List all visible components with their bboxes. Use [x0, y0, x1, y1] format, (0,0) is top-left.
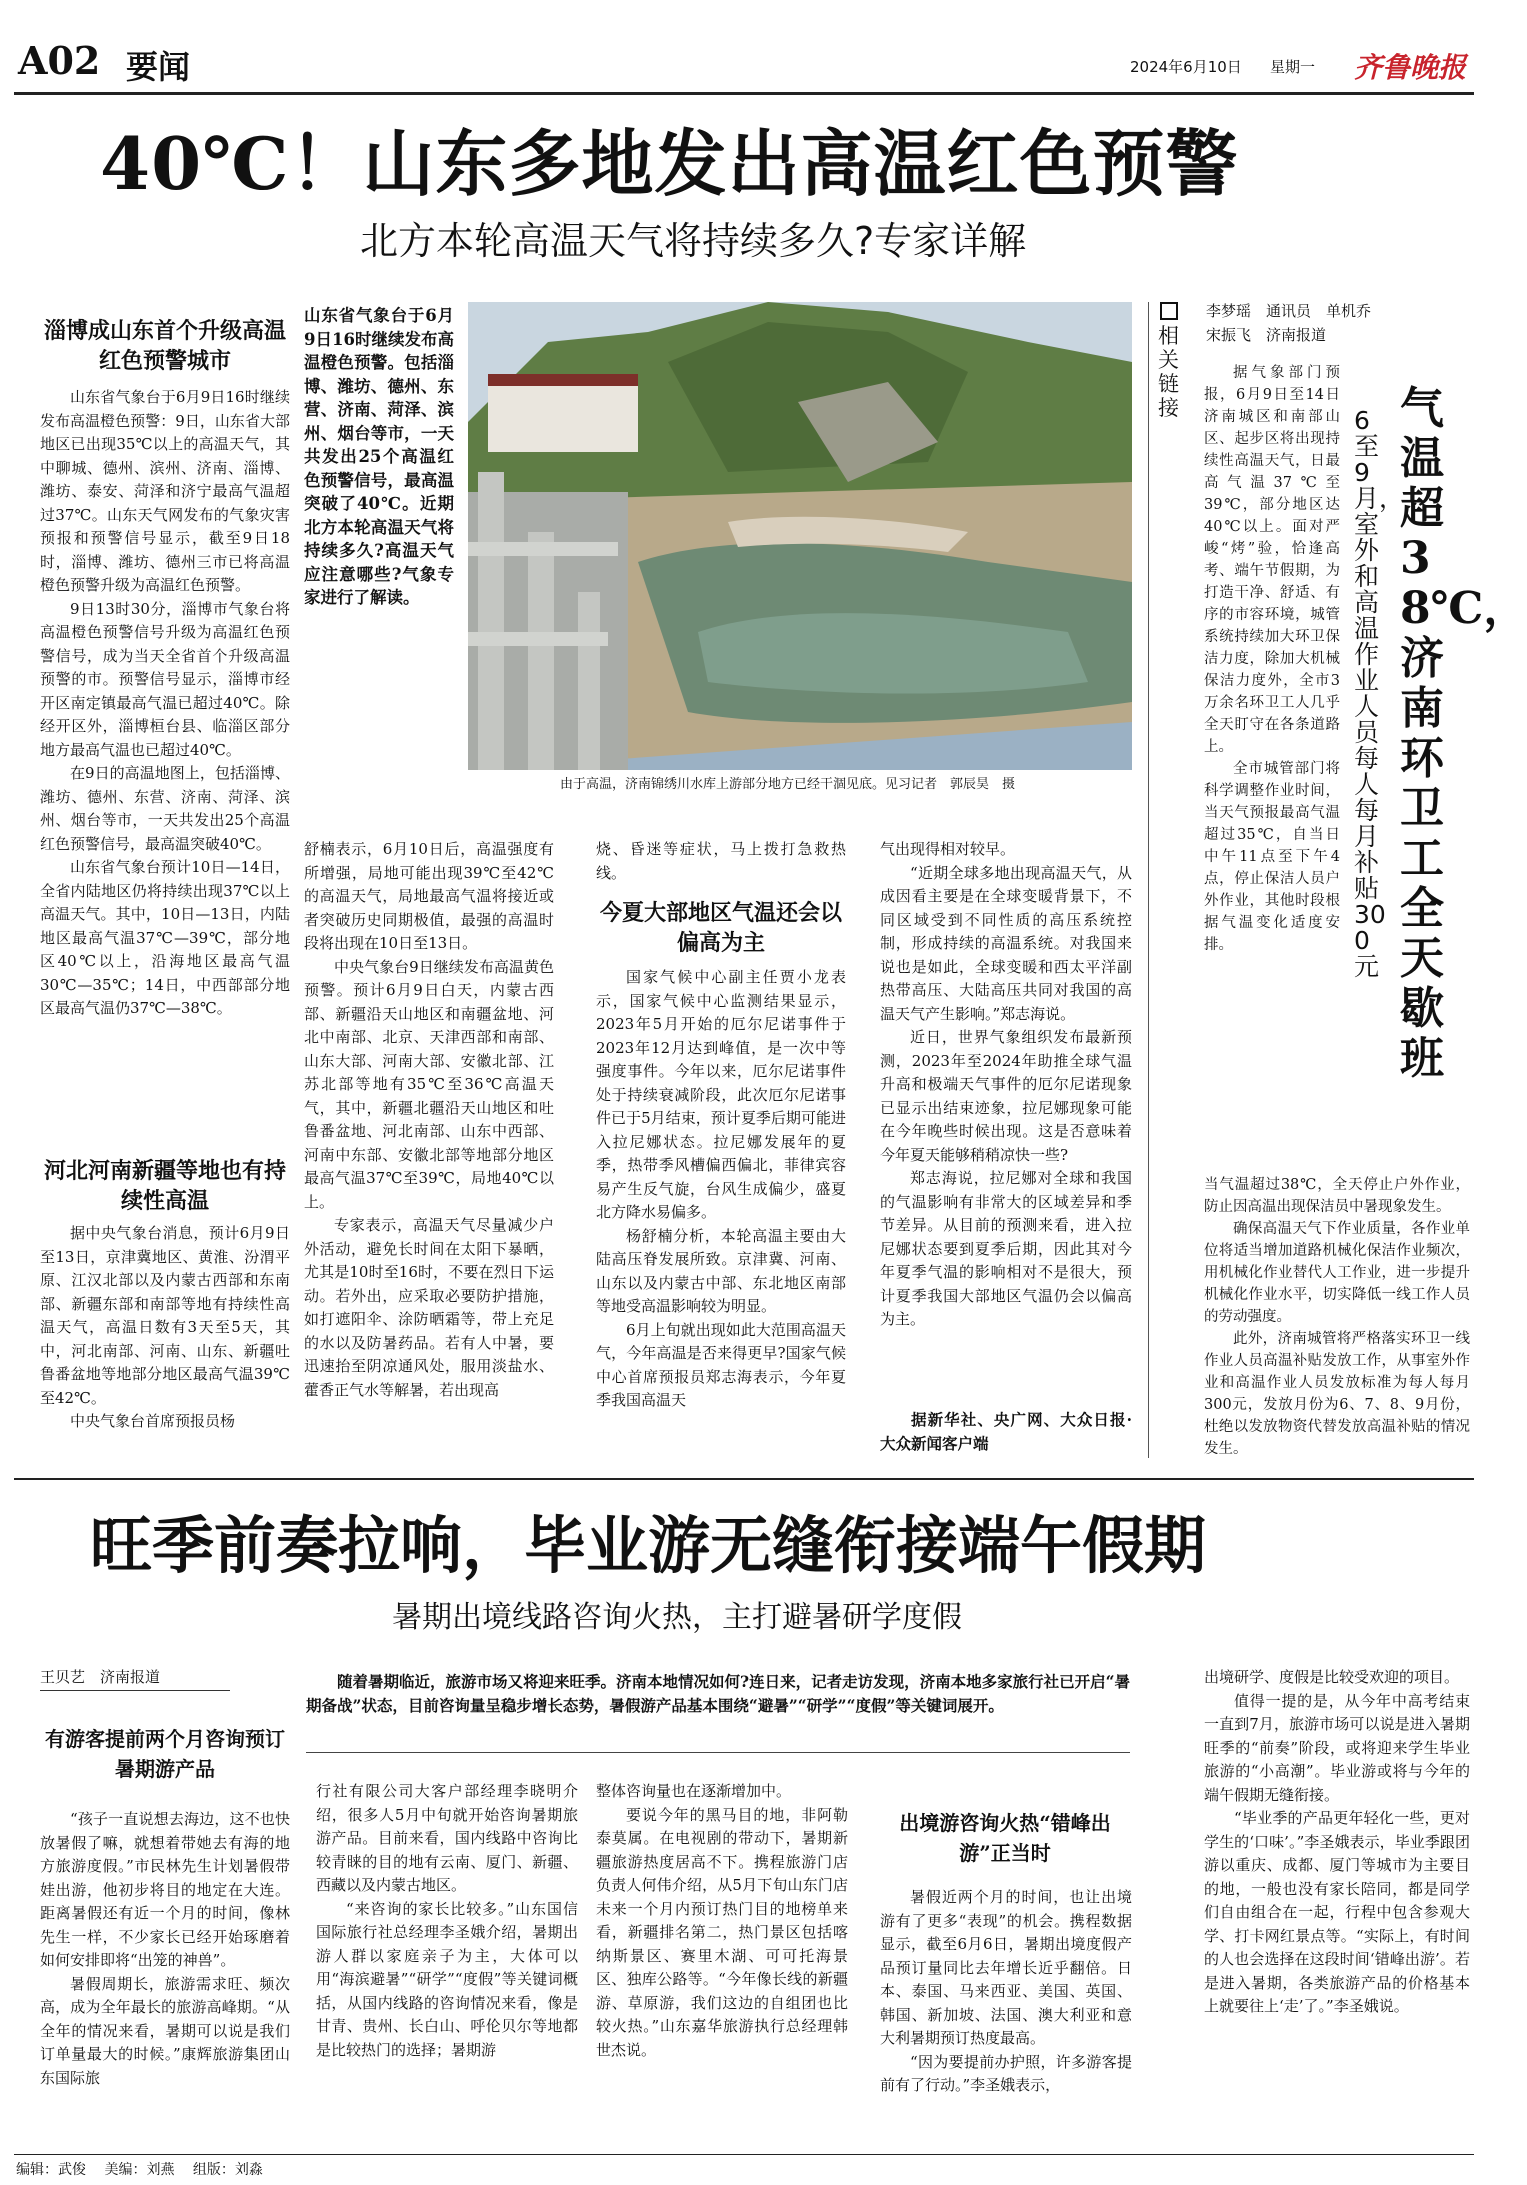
- paragraph: 暑假周期长，旅游需求旺、频次高，成为全年最长的旅游高峰期。“从全年的情况来看，暑期可以说是我们订单量最大的时候。”康辉旅游集团山东国际旅: [40, 1974, 290, 2087]
- sidebar-byline1: 李梦瑶 通讯员 单机乔: [1206, 302, 1372, 320]
- masthead-rule: [14, 92, 1474, 95]
- story1-col3-heading: 今夏大部地区气温还会以偏高为主: [599, 900, 842, 956]
- sidebar-tag: 相关链接: [1158, 324, 1179, 420]
- story2-col5-body: [1204, 1666, 1470, 2148]
- paragraph: 近日，世界气象组织发布最新预测，2023年至2024年助推全球气温升高和极端天气事件的厄尔尼诺现象已显示出结束迹象，拉尼娜现象可能在今年晚些时候出现。这是否意味着今年夏天能够稍稍凉快一些?: [880, 1028, 1132, 1164]
- story1-col1-body2: [40, 1222, 290, 1458]
- reservoir-illustration: [468, 302, 1132, 770]
- story2-subhead: 暑期出境线路咨询火热，主打避暑研学度假: [392, 1600, 962, 1635]
- sidebar-byline2: 宋振飞 济南报道: [1206, 326, 1327, 344]
- story1-col1-heading: 淄博成山东首个升级高温红色预警城市: [43, 318, 286, 374]
- story2-col4-body: [880, 1886, 1132, 2148]
- story1-col3-top: [596, 838, 846, 886]
- section-name: 要闻: [126, 48, 191, 86]
- story1-source: 据新华社、央广网、大众日报·大众新闻客户端: [880, 1410, 1132, 1453]
- story1-col3-body: [596, 966, 846, 1458]
- page-number: A02: [18, 38, 101, 83]
- paragraph: “近期全球多地出现高温天气，从成因看主要是在全球变暖背景下，不同区域受到不同性质的高压系统控制，形成持续的高温系统。对我国来说也是如此，全球变暖和西太平洋副热带高压、大陆高压共同对我国的高温天气产生影响。”郑志海说。: [880, 863, 1132, 1023]
- paragraph: 值得一提的是，从今年中高考结束一直到7月，旅游市场可以说是进入暑期旺季的“前奏”阶段，或将迎来学生毕业旅游的“小高潮”。毕业游或将与今年的端午假期无缝衔接。: [1204, 1691, 1470, 1804]
- newspaper-logo: 齐鲁晚报: [1354, 51, 1467, 84]
- footer-credits: [16, 2160, 616, 2180]
- paragraph: 整体咨询量也在逐渐增加中。: [596, 1782, 792, 1800]
- paragraph: 中央气象台首席预报员杨: [70, 1412, 236, 1430]
- paragraph: 专家表示，高温天气尽量减少户外活动，避免长时间在太阳下暴晒，尤其是10时至16时，不要在烈日下运动。若外出，应采取必要防护措施，如打遮阳伞、涂防晒霜等，带上充足的水以及防暑药品。若有人中暑，要迅速抬至阴凉通风处，服用淡盐水、藿香正气水等解暑，若出现高: [304, 1216, 554, 1399]
- story-separator: [14, 1478, 1474, 1480]
- masthead: [14, 28, 1474, 98]
- paragraph: 出境研学、度假是比较受欢迎的项目。: [1204, 1668, 1460, 1686]
- paragraph: 在9日的高温地图上，包括淄博、潍坊、德州、东营、济南、菏泽、滨州、烟台等市，一天共发出25个高温红色预警信号，最高温突破40℃。: [40, 764, 290, 853]
- story1-lead: 山东省气象台于6月9日16时继续发布高温橙色预警。包括淄博、潍坊、德州、东营、济南、菏泽、滨州、烟台等市，一天共发出25个高温红色预警信号，最高温突破了40℃。近期北方本轮高温天气将持续多久?高温天气应注意哪些?气象专家进行了解读。: [304, 306, 454, 607]
- paragraph: 确保高温天气下作业质量，各作业单位将适当增加道路机械化保洁作业频次，用机械化作业替代人工作业，进一步提升机械化作业水平，切实降低一线工作人员的劳动强度。: [1204, 1221, 1470, 1325]
- story2-col3-body: [596, 1780, 848, 2148]
- paragraph: “孩子一直说想去海边，这不也快放暑假了嘛，就想着带她去有海的地方旅游度假。”市民林先生计划暑假带娃出游，他初步将目的地定在大连。距离暑假还有近一个月的时间，像林先生一样，不少家长已经开始琢磨着如何安排即将“出笼的神兽”。: [40, 1810, 290, 1969]
- sidebar-tag-icon: [1160, 302, 1178, 320]
- story1-col1-body: [40, 386, 290, 1026]
- sidebar-headline: 气温超38℃，济南环卫工全天歇班: [1400, 383, 1527, 1084]
- paragraph: 舒楠表示，6月10日后，高温强度有所增强，局地可能出现39℃至42℃的高温天气，局地最高气温将接近或者突破历史同期极值，最强的高温时段将出现在10日至13日。: [304, 840, 554, 952]
- story2-col4-heading: 出境游咨询火热“错峰出游”正当时: [899, 1811, 1111, 1865]
- story2-col1-body: [40, 1808, 290, 2148]
- footer-layout: 组版：刘淼: [192, 2162, 263, 2178]
- paragraph: 暑假近两个月的时间，也让出境游有了更多“表现”的机会。携程数据显示，截至6月6日，暑期出境度假产品预订量同比去年增长近乎翻倍。日本、泰国、马来西亚、美国、英国、韩国、新加坡、法国、澳大利亚和意大利暑期预订热度最高。: [880, 1888, 1132, 2047]
- issue-date: 2024年6月10日: [1130, 58, 1242, 76]
- sidebar-body-narrow: [1204, 362, 1340, 1174]
- paragraph: “来咨询的家长比较多。”山东国信国际旅行社总经理李圣娥介绍，暑期出游人群以家庭亲子为主，大体可以用“海滨避暑”“研学”“度假”等关键词概括，从国内线路的咨询情况来看，像是甘青、贵州、长白山、呼伦贝尔等地都是比较热门的选择；暑期游: [316, 1899, 578, 2059]
- story2-headline: 旺季前奏拉响，毕业游无缝衔接端午假期: [90, 1509, 1207, 1582]
- paragraph: 山东省气象台预计10日—14日，全省内陆地区仍将持续出现37℃以上高温天气。其中，10日—13日，内陆地区最高气温37℃—39℃，部分地区40℃以上，沿海地区最高气温30℃—35℃；14日，中西部部分地区最高气温仍37℃—38℃。: [40, 858, 290, 1017]
- paragraph: 郑志海说，拉尼娜对全球和我国的气温影响有非常大的区域差异和季节差异。从目前的预测来看，进入拉尼娜状态要到夏季后期，因此其对今年夏季气温的影响相对不是很大，预计夏季我国大部地区气温仍会以偏高为主。: [880, 1169, 1132, 1328]
- news-photo: [468, 302, 1132, 770]
- story1-subhead: 北方本轮高温天气将持续多久?专家详解: [360, 219, 1027, 263]
- story2-byline-rule: [40, 1690, 230, 1691]
- intro-rule: [306, 1752, 1130, 1753]
- paragraph: “因为要提前办护照，许多游客提前有了行动。”李圣娥表示，: [880, 2052, 1132, 2094]
- paragraph: 气出现得相对较早。: [880, 840, 1016, 858]
- story1-headline: 40℃！山东多地发出高温红色预警: [100, 121, 1239, 206]
- paragraph: 山东省气象台于6月9日16时继续发布高温橙色预警：9日，山东省大部地区已出现35℃以上的高温天气，其中聊城、德州、滨州、济南、淄博、潍坊、泰安、菏泽和济宁最高气温超过37℃。山东天气网发布的气象灾害预报和预警信号显示，截至9日18时，淄博、潍坊、德州三市已将高温橙色预警升级为高温红色预警。: [40, 388, 290, 594]
- paragraph: 杨舒楠分析，本轮高温主要由大陆高压脊发展所致。京津冀、河南、山东以及内蒙古中部、东北地区南部等地受高温影响较为明显。: [596, 1226, 846, 1315]
- story1-col4-body: [880, 838, 1132, 1398]
- paragraph: 据气象部门预报，6月9日至14日济南城区和南部山区、起步区将出现持续性高温天气，日最高气温37℃至39℃，部分地区达40℃以上。面对严峻“烤”验，恰逢高考、端午节假期，为打造干净、舒适、有序的市容环境，城管系统持续加大环卫保洁力度，除加大机械保洁力度外，全市3万余名环卫工人几乎全天盯守在各条道路上。: [1204, 365, 1340, 755]
- story2-col2-body: [316, 1780, 578, 2148]
- paragraph: 此外，济南城管将严格落实环卫一线作业人员高温补贴发放工作，从事室外作业和高温作业人员发放标准为每人每月300元，发放月份为6、7、8、9月份，杜绝以发放物资代替发放高温补贴的情况发生。: [1204, 1331, 1470, 1457]
- sidebar-subhead: 6至9月，室外和高温作业人员每人每月补贴300元: [1354, 406, 1405, 981]
- footer-editor: 编辑：武俊: [16, 2162, 86, 2178]
- paragraph: 烧、昏迷等症状，马上拨打急救热线。: [596, 840, 846, 882]
- sidebar-divider: [1148, 302, 1149, 1458]
- footer-rule: [14, 2154, 1474, 2155]
- footer-art: 美编：刘燕: [104, 2162, 175, 2178]
- story1-col1-heading2: 河北河南新疆等地也有持续性高温: [43, 1158, 286, 1214]
- paragraph: 当气温超过38℃，全天停止户外作业，防止因高温出现保洁员中暑现象发生。: [1204, 1177, 1470, 1215]
- story2-byline: 王贝艺 济南报道: [40, 1668, 161, 1686]
- paragraph: 行社有限公司大客户部经理李晓明介绍，很多人5月中旬就开始咨询暑期旅游产品。目前来看，国内线路中咨询比较青睐的目的地有云南、厦门、新疆、西藏以及内蒙古地区。: [316, 1782, 578, 1894]
- paragraph: 国家气候中心副主任贾小龙表示，国家气候中心监测结果显示，2023年5月开始的厄尔尼诺事件于2023年12月达到峰值，是一次中等强度事件。今年以来，厄尔尼诺事件处于持续衰减阶段，此次厄尔尼诺事件已于5月结束，预计夏季后期可能进入拉尼娜状态。拉尼娜发展年的夏季，热带季风槽偏西偏北，菲律宾容易产生反气旋，台风生成偏少，盛夏北方降水易偏多。: [596, 968, 846, 1221]
- story2-col1-heading: 有游客提前两个月咨询预订暑期游产品: [45, 1727, 285, 1781]
- photo-caption: 由于高温，济南锦绣川水库上游部分地方已经干涸见底。见习记者 郭辰昊 摄: [560, 777, 1016, 792]
- paragraph: 要说今年的黑马目的地，非阿勒泰莫属。在电视剧的带动下，暑期新疆旅游热度居高不下。携程旅游门店负责人何伟介绍，从5月下旬山东门店未来一个月内预订热门目的地榜单来看，新疆排名第二，热门景区包括喀纳斯景区、赛里木湖、可可托海景区、独库公路等。“今年像长线的新疆游、草原游，我们这边的自组团也比较火热。”山东嘉华旅游执行总经理韩世杰说。: [596, 1805, 848, 2059]
- paragraph: “毕业季的产品更年轻化一些，更对学生的‘口味’。”李圣娥表示，毕业季跟团游以重庆、成都、厦门等城市为主要目的地，一般也没有家长陪同，都是同学们自由组合在一起，行程中包含参观大学、打卡网红景点等。“实际上，有时间的人也会选择在这段时间‘错峰出游’。若是进入暑期，各类旅游产品的价格基本上就要往上‘走’了。”李圣娥说。: [1204, 1809, 1470, 2015]
- paragraph: 中央气象台9日继续发布高温黄色预警。预计6月9日白天，内蒙古西部、新疆沿天山地区和南疆盆地、河北中南部、北京、天津西部和南部、山东大部、河南大部、安徽北部、江苏北部等地有35℃至36℃高温天气，其中，新疆北疆沿天山地区和吐鲁番盆地、河北南部、山东中西部、河南中东部、安徽北部等地部分地区最高气温37℃至39℃，局地40℃以上。: [304, 957, 554, 1211]
- issue-weekday: 星期一: [1270, 58, 1316, 76]
- sidebar-body-wide: [1204, 1174, 1470, 1458]
- paragraph: 6月上旬就出现如此大范围高温天气，今年高温是否来得更早?国家气候中心首席预报员郑志海表示，今年夏季我国高温天: [596, 1320, 846, 1409]
- story1-col2-body: [304, 838, 554, 1458]
- paragraph: 9日13时30分，淄博市气象台将高温橙色预警信号升级为高温红色预警信号，成为当天全省首个升级高温预警的市。预警信号显示，淄博市经开区南定镇最高气温已超过40℃。除经开区外，淄博桓台县、临淄区部分地方最高气温也已超过40℃。: [40, 599, 290, 759]
- paragraph: 全市城管部门将科学调整作业时间，当天气预报最高气温超过35℃，自当日中午11点至下午4点，停止保洁人员户外作业，其他时段根据气温变化适度安排。: [1204, 761, 1340, 953]
- paragraph: 据中央气象台消息，预计6月9日至13日，京津冀地区、黄淮、汾渭平原、江汉北部以及内蒙古西部和东南部、新疆东部和南部等地有持续性高温天气，高温日数有3天至5天，其中，河北南部、河南、山东、新疆吐鲁番盆地等地部分地区最高气温39℃至42℃。: [40, 1224, 290, 1407]
- story2-intro: 随着暑期临近，旅游市场又将迎来旺季。济南本地情况如何?连日来，记者走访发现，济南本地多家旅行社已开启“暑期备战”状态，目前咨询量呈稳步增长态势，暑假游产品基本围绕“避暑”“研学”“度假”等关键词展开。: [306, 1672, 1131, 1715]
